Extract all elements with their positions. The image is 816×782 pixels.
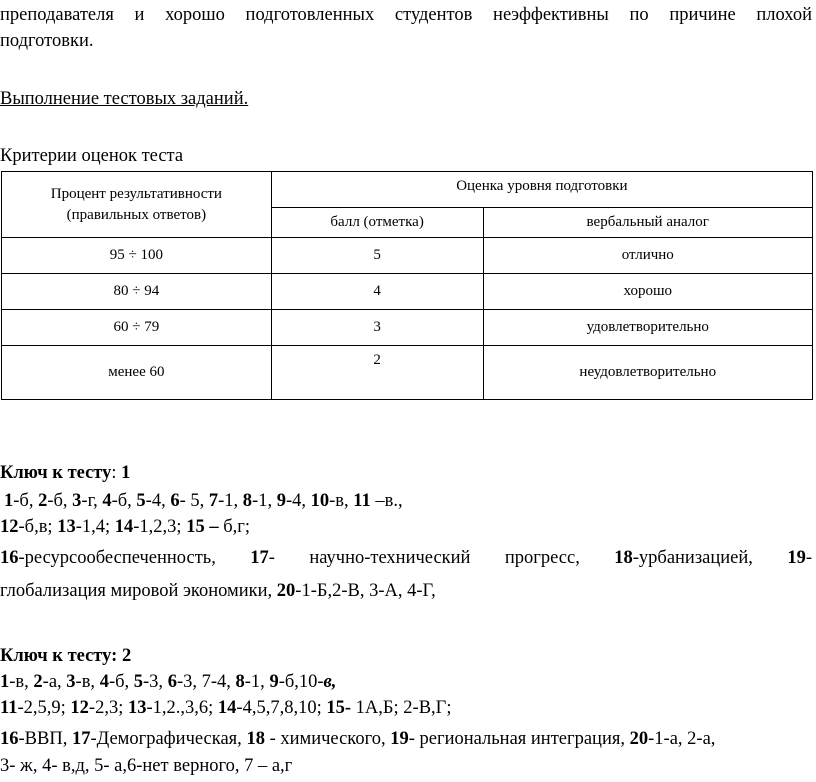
cell-score: 4 (271, 274, 483, 310)
key1-colon: : (111, 463, 122, 483)
header-percent (2, 172, 272, 238)
key1-title: Ключ к тесту (0, 463, 112, 483)
key-answer: глобализация мировой экономики, (0, 581, 277, 601)
key-number: 14 (217, 698, 237, 718)
key-answer: - региональная интеграция, (408, 729, 630, 749)
key-number: 8 (242, 491, 253, 511)
key-number: 12 (0, 517, 19, 537)
section-title: Выполнение тестовых заданий. (0, 89, 249, 109)
key1-heading (0, 462, 130, 484)
table-row (2, 238, 813, 274)
key-number: 20 (629, 729, 649, 749)
intro-line-1: преподавателя и хорошо подготовленных студентов неэффективны по причине плохой (0, 5, 812, 25)
key-number: 7 (208, 491, 219, 511)
key-number: 19 (390, 729, 409, 749)
key-answer: -3, (143, 672, 168, 692)
key-answer: -2,3; (88, 698, 128, 718)
key-number: 2 (38, 491, 48, 511)
key-answer: -1-а, 2-а, (648, 729, 716, 749)
key-answer: -в, (329, 491, 354, 511)
key-number: 3 (72, 491, 82, 511)
key2-heading (0, 645, 131, 667)
key-answer: -1, (252, 491, 277, 511)
cell-percent: 95 ÷ 100 (2, 238, 272, 274)
key-number: 13 (57, 517, 76, 537)
key-number: 17 (71, 729, 91, 749)
key-number: 13 (127, 698, 147, 718)
key2-line-1-italic: в, (323, 672, 337, 692)
key-answer: -урбанизацией, (632, 548, 788, 568)
key-answer: -ресурсообеспеченность, (18, 548, 251, 568)
key-number: 9 (269, 672, 279, 692)
key-answer: -3, 7-4, (176, 672, 236, 692)
key-answer: -4, (145, 491, 171, 511)
key-answer: -1,2,3; (133, 517, 187, 537)
key-number: 4 (102, 491, 112, 511)
key-number: 11 (353, 491, 371, 511)
key1-num: 1 (121, 463, 131, 483)
cell-percent: 80 ÷ 94 (2, 274, 272, 310)
key-answer: -в, (9, 672, 34, 692)
key-answer: - 5, (179, 491, 209, 511)
key-number: 14 (114, 517, 134, 537)
key-answer: б,г; (218, 517, 250, 537)
key-number: 10 (310, 491, 330, 511)
key-answer: -1, (218, 491, 243, 511)
cell-score: 2 (271, 346, 483, 400)
cell-percent: 60 ÷ 79 (2, 310, 272, 346)
table-row (2, 310, 813, 346)
cell-score: 3 (271, 310, 483, 346)
key-number: 20 (276, 581, 296, 601)
key2-line-1-items (0, 672, 324, 692)
key-answer: -ВВП, (18, 729, 72, 749)
key1-line-3 (0, 547, 812, 569)
key-number: 5 (136, 491, 146, 511)
key-number: 15 – (186, 517, 219, 537)
cell-verbal: неудовлетворительно (483, 346, 812, 400)
key-number: 18 (246, 729, 265, 749)
key2-line-2 (0, 697, 452, 719)
key-answer: - (805, 548, 812, 568)
key-answer: -4,5,7,8,10; (236, 698, 327, 718)
key-number: 19 (787, 548, 806, 568)
key-answer: -б, (111, 491, 137, 511)
key2-line-3 (0, 728, 715, 750)
header-percent-sub: (правильных ответов) (66, 206, 207, 223)
key-answer: -в, (75, 672, 100, 692)
key-number: 4 (99, 672, 109, 692)
cell-verbal: удовлетворительно (483, 310, 812, 346)
key-number: 17 (250, 548, 269, 568)
key-answer: -б, (13, 491, 39, 511)
key-number: 3 (66, 672, 76, 692)
key-answer: 1А,Б; 2-В,Г; (351, 698, 452, 718)
key-answer: -б, (47, 491, 73, 511)
key-number: 16 (0, 729, 19, 749)
cell-percent: менее 60 (2, 346, 272, 400)
header-score: балл (отметка) (271, 208, 483, 238)
key-number: 16 (0, 548, 19, 568)
key-answer: -1-Б,2-В, 3-А, 4-Г, (295, 581, 436, 601)
key-answer: - научно-технический прогресс, (268, 548, 615, 568)
key-number: 5 (133, 672, 144, 692)
header-percent-label: Процент результативности (50, 185, 222, 202)
cell-verbal: отлично (483, 238, 812, 274)
key1-line-1 (4, 490, 403, 512)
key2-title: Ключ к тесту: 2 (0, 646, 132, 666)
header-group: Оценка уровня подготовки (271, 172, 812, 208)
key-answer: -г, (81, 491, 103, 511)
table-row (2, 346, 813, 400)
intro-line-2: подготовки. (0, 31, 94, 51)
key-number: 15- (326, 698, 352, 718)
key1-line-4 (0, 580, 436, 602)
key-number: 12 (70, 698, 89, 718)
key-number: 6 (170, 491, 180, 511)
table-row (2, 274, 813, 310)
cell-verbal: хорошо (483, 274, 812, 310)
key2-line-1 (0, 671, 336, 693)
key-answer: -1,2.,3,6; (146, 698, 218, 718)
key-answer: -а, (42, 672, 67, 692)
key1-line-2 (0, 516, 250, 538)
key-answer: -б, (108, 672, 134, 692)
key-answer: -1, (244, 672, 270, 692)
key-answer: -б,в; (18, 517, 58, 537)
cell-score: 5 (271, 238, 483, 274)
criteria-title: Критерии оценок теста (0, 146, 184, 166)
key2-line-4: 3- ж, 4- в,д, 5- а,6-нет верного, 7 – а,г (0, 756, 293, 776)
key-number: 2 (33, 672, 43, 692)
key-number: 6 (167, 672, 177, 692)
key-answer: -б,10- (278, 672, 324, 692)
key-answer: -4, (285, 491, 311, 511)
key-number: 18 (614, 548, 633, 568)
header-verbal: вербальный аналог (483, 208, 812, 238)
key-answer: –в., (370, 491, 403, 511)
criteria-table (1, 171, 813, 400)
key-answer: -1,4; (75, 517, 115, 537)
key-number: 8 (235, 672, 245, 692)
key-number: 1 (4, 491, 14, 511)
key-number: 9 (276, 491, 286, 511)
key-answer: -Демографическая, (90, 729, 247, 749)
key-number: 11 (0, 698, 18, 718)
key-answer: - химического, (264, 729, 391, 749)
key-answer: -2,5,9; (17, 698, 71, 718)
key-number: 1 (0, 672, 10, 692)
